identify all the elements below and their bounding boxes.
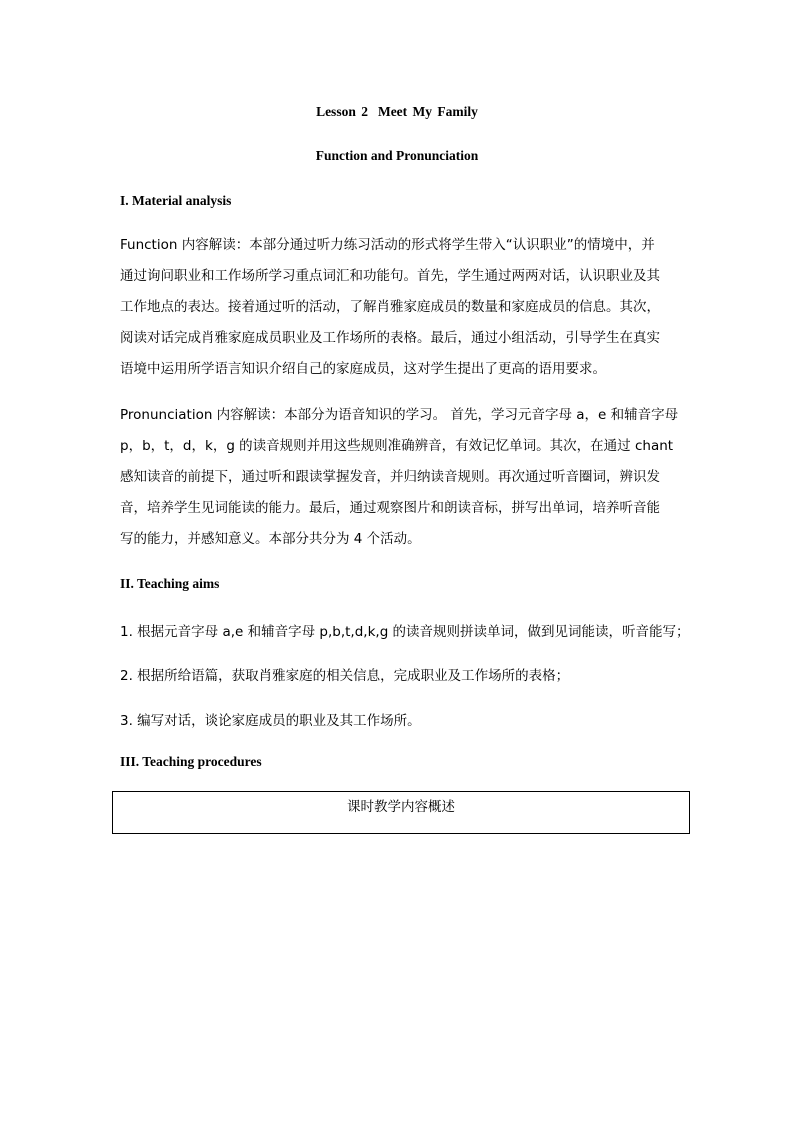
paragraph-line: 工作地点的表达。接着通过听的活动，了解肖雅家庭成员的数量和家庭成员的信息。其次， — [120, 299, 660, 315]
lesson-subtitle: Function and Pronunciation — [315, 148, 479, 163]
paragraph-line: 感知读音的前提下，通过听和跟读掌握发音，并归纳读音规则。再次通过听音圈词，辨识发 — [120, 469, 660, 485]
lesson-name: Meet My Family — [377, 104, 478, 119]
paragraph-line: 语境中运用所学语言知识介绍自己的家庭成员，这对学生提出了更高的语用要求。 — [120, 361, 606, 377]
lesson-title — [0, 104, 794, 120]
teaching-aim-item: 1. 根据元音字母 a,e 和辅音字母 p,b,t,d,k,g 的读音规则拼读单词，做到见词能读，听音能写； — [120, 624, 690, 640]
paragraph-line: Pronunciation 内容解读：本部分为语音知识的学习。 首先，学习元音字母 a，e 和辅音字母 — [120, 407, 679, 423]
section-heading-teaching-procedures: III. Teaching procedures — [120, 754, 262, 769]
table-header-cell: 课时教学内容概述 — [347, 799, 455, 815]
paragraph-line: Function 内容解读：本部分通过听力练习活动的形式将学生带入“认识职业”的情境中，并 — [120, 237, 655, 253]
paragraph-line: 阅读对话完成肖雅家庭成员职业及工作场所的表格。最后，通过小组活动，引导学生在真实 — [120, 330, 660, 346]
paragraph-line: 音，培养学生见词能读的能力。最后，通过观察图片和朗读音标，拼写出单词，培养听音能 — [120, 500, 660, 516]
section-heading-material-analysis: I. Material analysis — [120, 193, 232, 208]
pronunciation-analysis-paragraph — [120, 400, 680, 555]
teaching-aim-item: 3. 编写对话，谈论家庭成员的职业及其工作场所。 — [120, 713, 421, 729]
function-analysis-paragraph — [120, 230, 680, 385]
paragraph-line: 写的能力，并感知意义。本部分共分为 4 个活动。 — [120, 531, 421, 547]
teaching-aim-item: 2. 根据所给语篇，获取肖雅家庭的相关信息，完成职业及工作场所的表格； — [120, 668, 570, 684]
section-heading-teaching-aims: II. Teaching aims — [120, 576, 220, 591]
paragraph-line: p，b，t，d，k，g 的读音规则并用这些规则准确辨音，有效记忆单词。其次，在通过 chant — [120, 438, 674, 454]
paragraph-line: 通过询问职业和工作场所学习重点词汇和功能句。首先，学生通过两两对话，认识职业及其 — [120, 268, 660, 284]
procedures-table — [112, 791, 690, 834]
lesson-number: Lesson 2 — [316, 104, 368, 119]
